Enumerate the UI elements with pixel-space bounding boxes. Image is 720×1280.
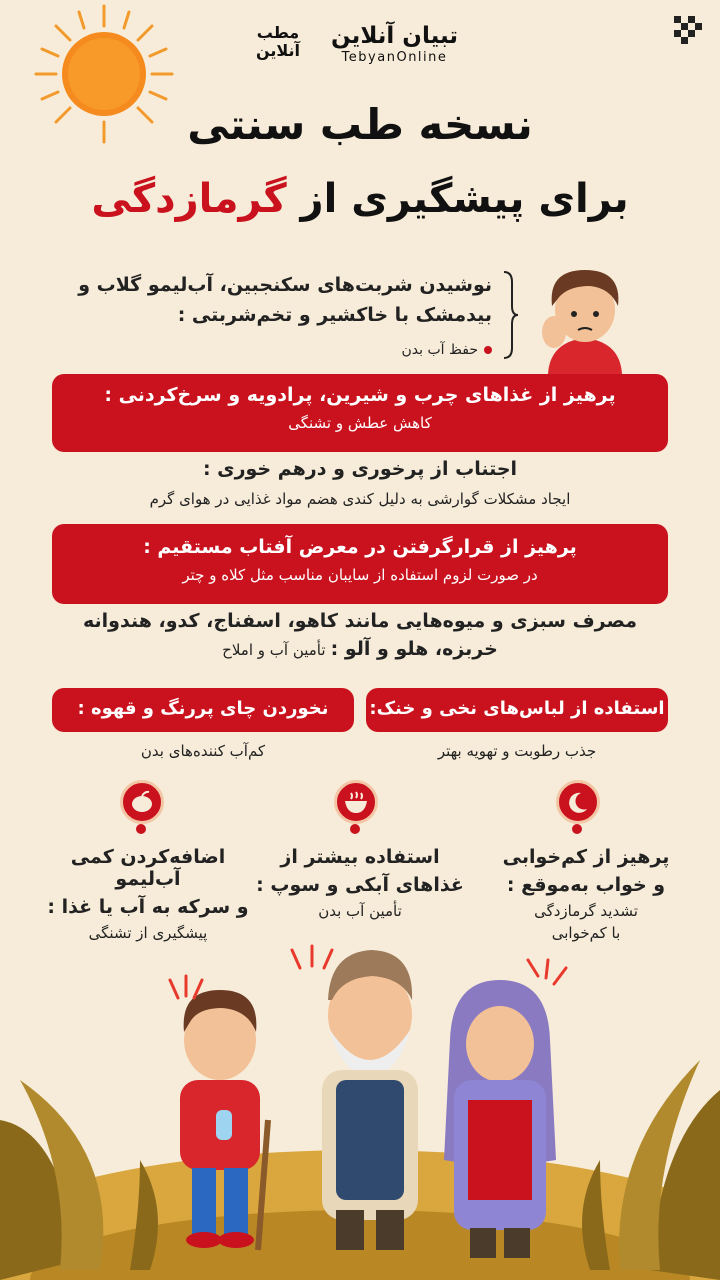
pin-dot-icon bbox=[136, 824, 146, 834]
tip-cotton-clothes-box bbox=[366, 688, 668, 732]
tip-sleep-heading-l2: و خواب به‌موقع : bbox=[506, 874, 666, 896]
moon-sleep-icon bbox=[556, 780, 600, 824]
tip-sleep-heading-l1: پرهیز از کم‌خوابی bbox=[502, 846, 670, 868]
tip-tea-coffee-benefit: کم‌آب کننده‌های بدن bbox=[140, 742, 266, 760]
tip-overeating bbox=[0, 458, 720, 508]
page-subtitle bbox=[0, 176, 720, 222]
tip-fatty-foods-heading: پرهیز از غذاهای چرب و شیرین، پرادویه و سرخ‌کردنی : bbox=[104, 384, 616, 406]
tip-overeating-heading: اجتناب از پرخوری و درهم خوری : bbox=[202, 458, 518, 480]
tip-syrups-text: نوشیدن شربت‌های سکنجبین، آب‌لیمو گلاب و بیدمشک با خاکشیر و تخم‌شربتی : bbox=[78, 274, 492, 326]
page-title: نسخه طب سنتی bbox=[187, 100, 533, 149]
section-logo: مطب آنلاین bbox=[255, 23, 301, 60]
tip-lemon-vinegar-benefit: پیشگیری از تشنگی bbox=[88, 924, 208, 942]
tip-vegetables-line1: مصرف سبزی و میوه‌هایی مانند کاهو، اسفناج، کدو، هندوانه bbox=[83, 610, 637, 632]
tip-vegetables-line2-wrap bbox=[0, 638, 720, 660]
tip-cotton-clothes-benefit: جذب رطوبت و تهویه بهتر bbox=[437, 742, 597, 760]
tip-vegetables-line2: خربزه، هلو و آلو : bbox=[330, 638, 498, 660]
boy-illustration bbox=[530, 262, 640, 374]
logo-name-en: TebyanOnline bbox=[341, 50, 448, 65]
tip-tea-coffee-box bbox=[52, 688, 354, 732]
tip-soup-benefit: تأمین آب بدن bbox=[318, 902, 402, 920]
soup-bowl-icon bbox=[334, 780, 378, 824]
tip-sun-exposure-heading: پرهیز از قرارگرفتن در معرض آفتاب مستقیم : bbox=[143, 536, 577, 558]
subtitle-prefix: برای پیشگیری از bbox=[300, 176, 629, 222]
tip-sleep-benefit-l1: تشدید گرمازدگی bbox=[534, 902, 638, 920]
tip-lemon-vinegar-heading-l1: اضافه‌کردن کمی آب‌لیمو bbox=[70, 846, 226, 890]
tebyan-logo bbox=[331, 22, 458, 65]
bullet-icon bbox=[484, 346, 492, 354]
pin-dot-icon bbox=[572, 824, 582, 834]
tip-soup-heading-l2: غذاهای آبکی و سوپ : bbox=[256, 874, 464, 896]
subtitle-highlight: گرمازدگی bbox=[91, 176, 287, 222]
tip-cotton-clothes-heading: استفاده از لباس‌های نخی و خنک: bbox=[369, 698, 665, 719]
lemon-icon bbox=[120, 780, 164, 824]
tip-vegetables bbox=[0, 610, 720, 660]
brace-icon bbox=[500, 270, 520, 360]
tip-lemon-vinegar-heading-l2: و سرکه به آب یا غذا : bbox=[47, 896, 249, 918]
tip-syrups-benefit-text: حفظ آب بدن bbox=[401, 342, 478, 358]
tip-vegetables-benefit: تأمین آب و املاح bbox=[222, 641, 326, 659]
tip-overeating-benefit: ایجاد مشکلات گوارشی به دلیل کندی هضم مواد غذایی در هوای گرم bbox=[149, 490, 571, 508]
tip-lemon-vinegar bbox=[36, 846, 260, 942]
tip-tea-coffee-heading: نخوردن چای پررنگ و قهوه : bbox=[77, 698, 329, 719]
tip-syrups-benefit bbox=[401, 342, 492, 358]
tip-soup bbox=[254, 846, 466, 920]
tip-soup-heading-l1: استفاده بیشتر از bbox=[280, 846, 440, 868]
tip-fatty-foods-box bbox=[52, 374, 668, 452]
bottom-scene-illustration bbox=[0, 940, 720, 1280]
tip-syrups bbox=[72, 270, 492, 330]
tip-sun-exposure-benefit: در صورت لزوم استفاده از سایبان مناسب مثل کلاه و چتر bbox=[182, 566, 538, 584]
logo-name-fa: تبیان آنلاین bbox=[330, 23, 458, 49]
corner-ornament-icon bbox=[674, 16, 702, 44]
tip-sleep-benefit-l2: با کم‌خوابی bbox=[551, 924, 621, 942]
pin-dot-icon bbox=[350, 824, 360, 834]
tip-fatty-foods-benefit: کاهش عطش و تشنگی bbox=[288, 414, 432, 432]
tip-sleep bbox=[480, 846, 692, 942]
tip-sun-exposure-box bbox=[52, 524, 668, 604]
